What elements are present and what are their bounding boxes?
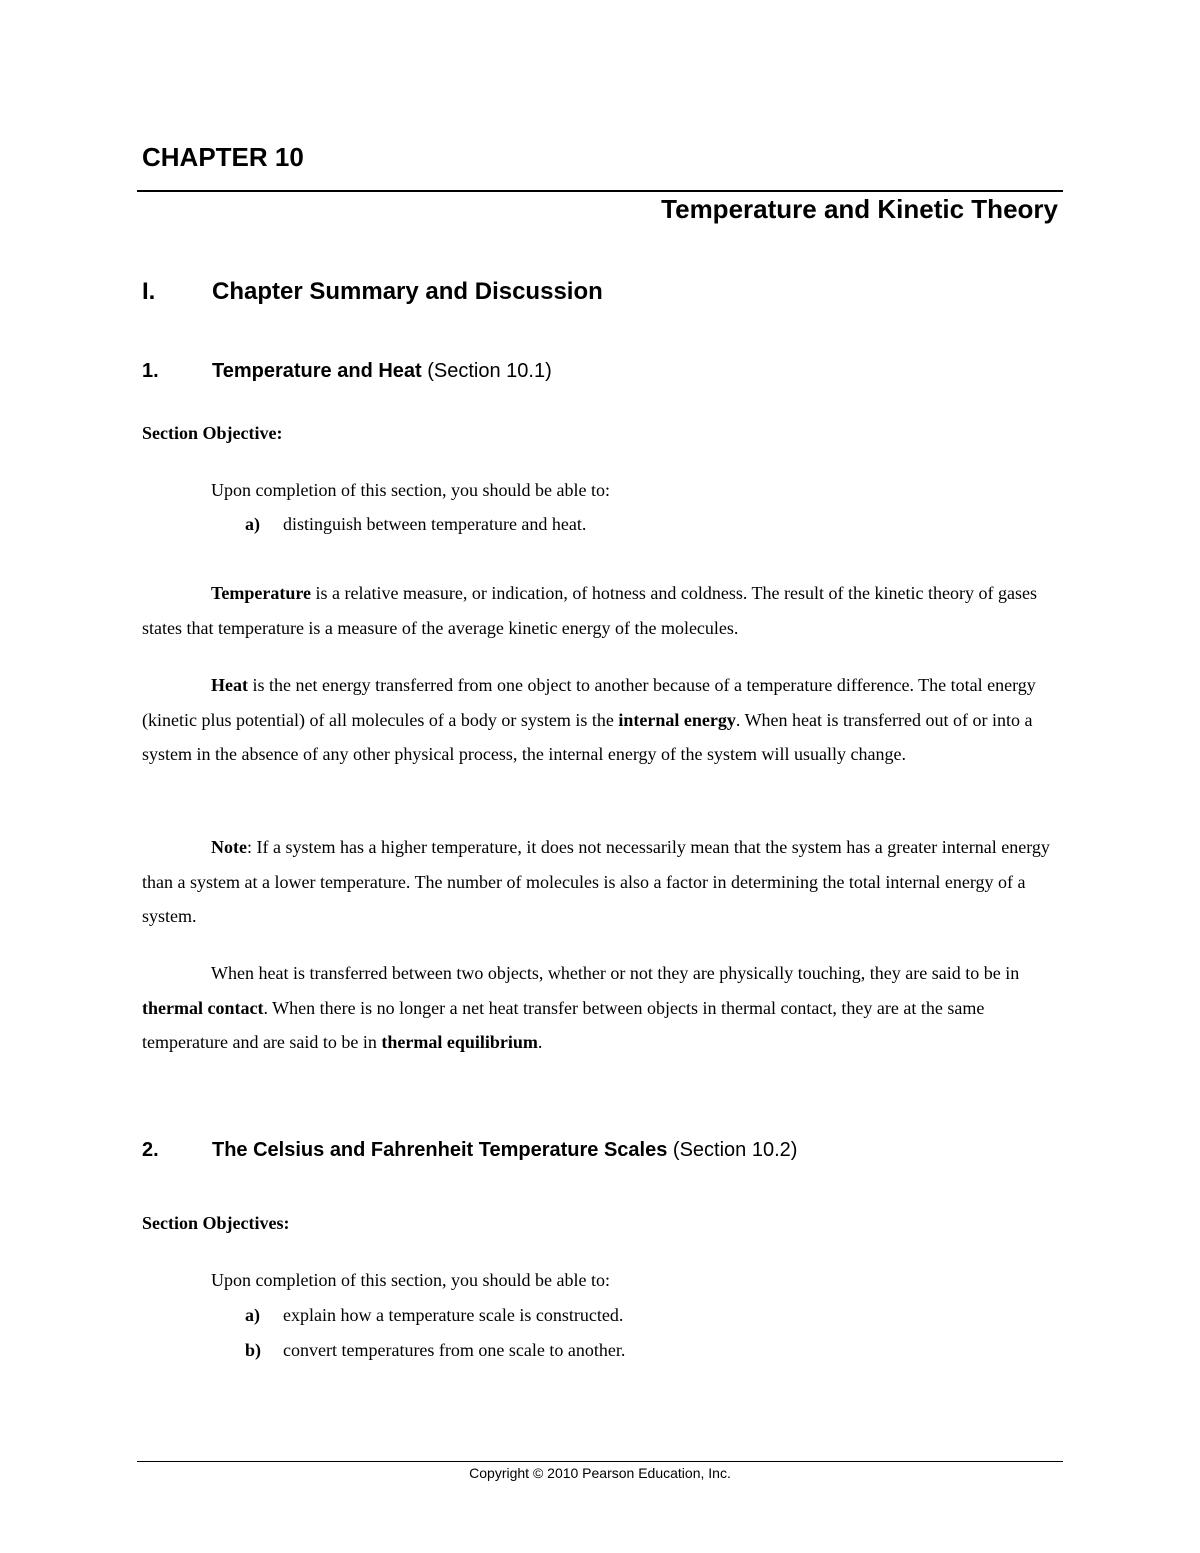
section-1-intro: Upon completion of this section, you should be able to:	[211, 480, 610, 500]
section-1-objective-a-text: distinguish between temperature and heat.	[283, 514, 587, 534]
footer-rule	[137, 1461, 1063, 1462]
section-2-title: The Celsius and Fahrenheit Temperature Scales	[212, 1139, 668, 1161]
section-1-objective-heading: Section Objective:	[142, 423, 283, 443]
chapter-title: Temperature and Kinetic Theory	[661, 194, 1058, 224]
paragraph-heat-text-a: is the net energy transferred from one object to another because of a temperature difference. The total energy (kinetic plus potential) of all molecules of a body or system is the	[142, 675, 1036, 730]
chapter-label: CHAPTER 10	[142, 142, 304, 172]
paragraph-note-text: : If a system has a higher temperature, it does not necessarily mean that the system has a greater internal energy than a system at a lower temperature. The number of molecules is also a factor in determining the total internal energy of a system.	[142, 837, 1050, 926]
paragraph-note	[142, 830, 1058, 934]
paragraph-temperature-text: is a relative measure, or indication, of hotness and coldness. The result of the kinetic theory of gases states that temperature is a measure of the average kinetic energy of the molecules.	[142, 583, 1037, 638]
paragraph-thermal-text-c: .	[537, 1032, 543, 1052]
section-2-objective-b-text: convert temperatures from one scale to another.	[283, 1340, 626, 1360]
term-heat: Heat	[211, 675, 248, 695]
part-title: Chapter Summary and Discussion	[212, 278, 603, 305]
section-2-number: 2.	[142, 1139, 159, 1161]
paragraph-heat-text-b: . When heat is transferred out of or into a system in the absence of any other physical process, the internal energy of the system will usually change.	[142, 709, 1033, 764]
section-2-ref: (Section 10.2)	[672, 1139, 798, 1161]
section-1-objective-a-letter: a)	[245, 514, 260, 534]
section-2-intro: Upon completion of this section, you should be able to:	[211, 1270, 610, 1290]
section-1-heading	[212, 360, 552, 383]
section-2-objective-b-letter: b)	[245, 1340, 262, 1360]
term-thermal-equilibrium: thermal equilibrium	[381, 1032, 538, 1052]
paragraph-thermal-text-b: . When there is no longer a net heat transfer between objects in thermal contact, they are at the same temperature and are said to be in	[142, 997, 985, 1052]
section-2-objective-a-letter: a)	[245, 1305, 260, 1325]
part-number: I.	[142, 278, 156, 305]
footer-copyright: Copyright © 2010 Pearson Education, Inc.	[469, 1465, 731, 1481]
term-note: Note	[211, 837, 247, 857]
term-internal-energy: internal energy	[618, 709, 736, 730]
section-1-ref: (Section 10.1)	[427, 360, 552, 382]
paragraph-thermal-text-a: When heat is transferred between two objects, whether or not they are physically touching, they are said to be in	[211, 963, 1020, 983]
section-2-objective-a-text: explain how a temperature scale is constructed.	[283, 1305, 624, 1325]
paragraph-thermal-contact	[142, 956, 1058, 1060]
section-1-title: Temperature and Heat	[212, 360, 422, 382]
paragraph-temperature	[142, 576, 1058, 645]
section-2-objective-heading: Section Objectives:	[142, 1213, 290, 1233]
term-temperature: Temperature	[211, 583, 311, 603]
section-2-heading	[212, 1139, 797, 1162]
term-thermal-contact: thermal contact	[142, 997, 264, 1018]
paragraph-heat	[142, 668, 1058, 772]
section-1-number: 1.	[142, 360, 159, 382]
header-rule	[137, 190, 1063, 192]
